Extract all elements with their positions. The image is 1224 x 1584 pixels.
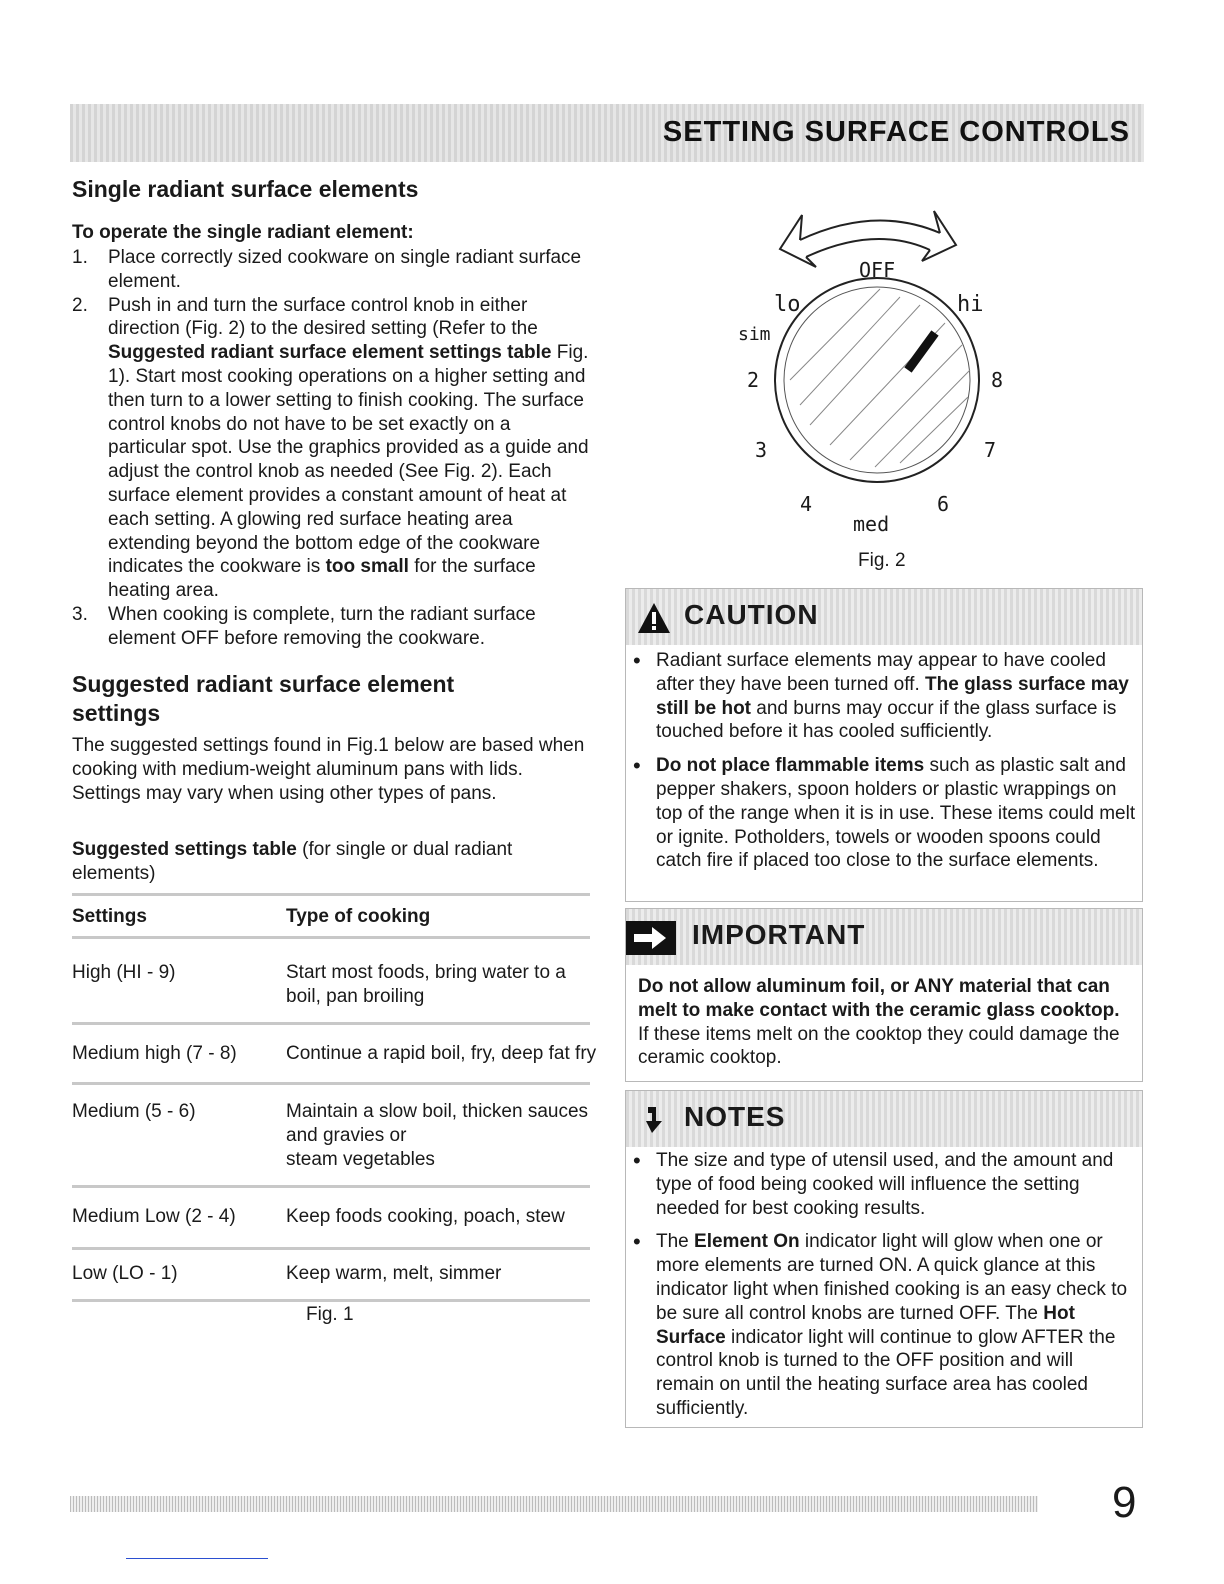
table-rule [72,936,590,939]
dial-label-off: OFF [859,258,896,282]
dial-label-4: 4 [800,492,813,516]
operate-steps [72,246,592,651]
dial-label-8: 8 [991,368,1004,392]
table-header-settings: Settings [72,906,147,927]
caution-bullet: • Do not place flammable items such as plastic salt and pepper shakers, spoon holders or plastic wrappings on top of the range when it is in use. These items could melt or ignite. Potholders, towels or wooden spoons could catch fire if placed too close to the surface elements. [630,754,1136,873]
link-underline [126,1558,268,1559]
table-row-type: Keep warm, melt, simmer [286,1263,502,1284]
section-banner [70,104,1144,162]
dial-label-6: 6 [937,492,950,516]
step-1: 1. Place correctly sized cookware on single radiant surface element. [72,247,582,292]
table-rule [72,1185,590,1188]
single-heading: Single radiant surface elements [72,176,419,202]
important-box [625,908,1143,1082]
notes-bullet: • The size and type of utensil used, and the amount and type of food being cooked will influence the setting needed for best cooking results. [630,1149,1136,1220]
table-rule [72,1247,590,1250]
notes-box [625,1090,1143,1428]
knob-dial [775,278,979,482]
fig2-caption: Fig. 2 [858,550,906,571]
table-intro: Suggested settings table (for single or dual radiant elements) [72,839,513,884]
warning-icon [636,601,672,635]
table-row-setting: High (HI - 9) [72,962,176,983]
notes-bullet: • The Element On indicator light will glow when one or more elements are turned ON. A quick glance at this indicator light when finished cooking is an easy check to be sure all control knobs are turned OFF. The Hot Surface indicator light will continue to glow AFTER the control knob is turned to the OFF position and will remain on until the heating surface area has cooled sufficiently. [630,1230,1136,1420]
operate-subheading: To operate the single radiant element: [72,222,414,243]
step-2: 2. Push in and turn the surface control knob in either direction (Fig. 2) to the desired setting (Refer to the Suggested radiant surface element settings table Fig. 1). Start most cooking operations on a higher setting and then turn to a lower setting to finish cooking. The surface control knobs do not have to be set exactly on a particular spot. Use the graphics provided as a guide and adjust the control knob as needed (See Fig. 2). Each surface element provides a constant amount of heat at each setting. A glowing red surface heating area extending beyond the bottom edge of the cookware indicates the cookware is too small for the surface heating area. [72,294,589,602]
dial-label-lo: lo [774,292,801,317]
table-header-type: Type of cooking [286,906,431,927]
table-row-type: Maintain a slow boil, thicken sauces and gravies or steam vegetables [286,1101,589,1170]
table-row-setting: Medium (5 - 6) [72,1101,196,1122]
caution-box [625,588,1143,902]
section-title: SETTING SURFACE CONTROLS [662,116,1130,148]
table-row-type: Start most foods, bring water to a boil, pan broiling [286,962,566,1007]
dial-label-sim: sim [738,324,771,345]
notes-header [626,1091,1142,1147]
table-rule [72,1299,590,1302]
notes-title: NOTES [684,1101,786,1132]
arrow-right-icon [626,921,676,955]
table-row-type: Continue a rapid boil, fry, deep fat fry [286,1043,597,1064]
table-row-setting: Medium high (7 - 8) [72,1043,237,1064]
table-rule [72,893,590,896]
dial-label-med: med [853,512,890,536]
dial-label-2: 2 [747,368,760,392]
table-row-setting: Low (LO - 1) [72,1263,178,1284]
dial-label-hi: hi [957,292,984,317]
footer-bar [70,1496,1038,1512]
suggested-heading: Suggested radiant surface element settings [72,671,455,726]
table-rule [72,1082,590,1085]
table-row-setting: Medium Low (2 - 4) [72,1206,236,1227]
caution-title: CAUTION [684,599,819,630]
dial-label-3: 3 [755,438,768,462]
important-title: IMPORTANT [692,919,866,950]
step-3: 3. When cooking is complete, turn the radiant surface element OFF before removing the cookware. [72,603,536,649]
page-number: 9 [1112,1478,1137,1527]
control-knob-diagram [730,205,1030,535]
table-row-type: Keep foods cooking, poach, stew [286,1206,565,1227]
pencil-icon [642,1105,670,1135]
suggested-paragraph: The suggested settings found in Fig.1 below are based when cooking with medium-weight aluminum pans with lids. Settings may vary when using other types of pans. [72,735,585,804]
important-text: Do not allow aluminum foil, or ANY material that can melt to make contact with the ceramic glass cooktop. If these items melt on the cooktop they could damage the ceramic cooktop. [638,976,1120,1069]
important-header [626,909,1142,965]
caution-bullet: • Radiant surface elements may appear to have cooled after they have been turned off. The glass surface may still be hot and burns may occur if the glass surface is touched before it has cooled sufficiently. [630,649,1136,744]
fig1-caption: Fig. 1 [306,1304,354,1325]
caution-header [626,589,1142,645]
dial-label-7: 7 [984,438,997,462]
table-rule [72,1022,590,1025]
